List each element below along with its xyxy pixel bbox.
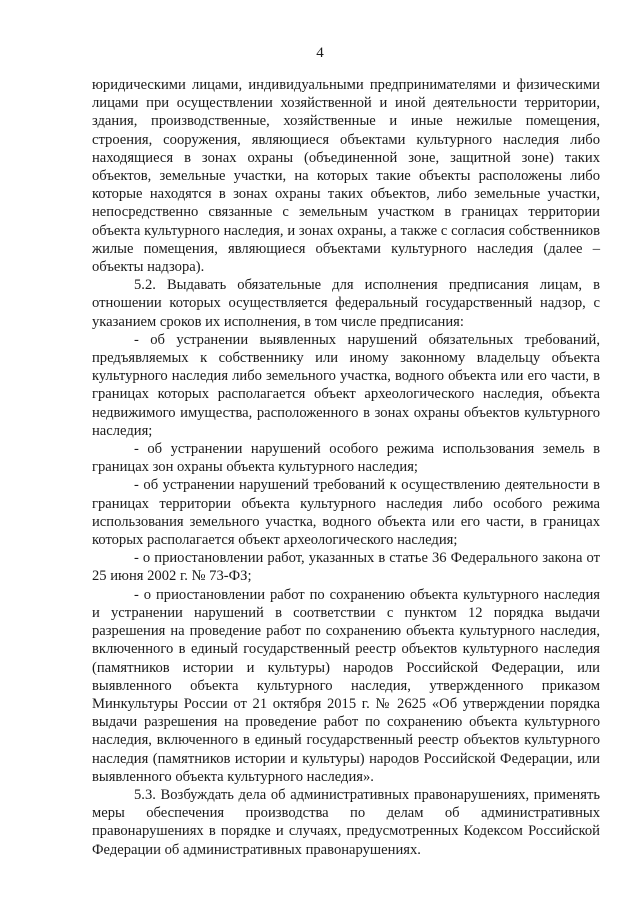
paragraph-5-2: 5.2. Выдавать обязательные для исполнения предписания лицам, в отношении которых осуществляется федеральный государственный надзор, с указанием сроков их исполнения, в том числе предписания: — [92, 277, 600, 330]
list-item-land-use-regime: - об устранении нарушений особого режима использования земель в границах зон охраны объекта культурного наследия; — [92, 441, 600, 476]
list-item-suspend-preservation-works: - о приостановлении работ по сохранению объекта культурного наследия и устранении нарушений в соответствии с пунктом 12 порядка выдачи разрешения на проведение работ по сохранению объекта культурного наследия, включенного в единый государственный реестр объектов культурного наследия (памятников истории и культуры) народов Российской Федерации, или выявленного объекта культурного наследия, утвержденного приказом Минкультуры России от 21 октября 2015 г. № 2625 «Об утверждении порядка выдачи разрешения на проведение работ по сохранению объекта культурного наследия, включенного в единый государственный реестр объектов культурного наследия (памятников истории и культуры) народов Российской Федерации, или выявленного объекта культурного наследия». — [92, 586, 600, 785]
list-item-suspend-works-article-36: - о приостановлении работ, указанных в статье 36 Федерального закона от 25 июня 2002 г. № 73-ФЗ; — [92, 550, 600, 585]
document-body — [92, 76, 600, 859]
paragraph-5-3: 5.3. Возбуждать дела об административных правонарушениях, применять меры обеспечения производства по делам об административных правонарушениях в порядке и случаях, предусмотренных Кодексом Российской Федерации об административных правонарушениях. — [92, 786, 600, 858]
page-number: 4 — [316, 45, 324, 61]
list-item-eliminate-violations: - об устранении выявленных нарушений обязательных требований, предъявляемых к собственнику или иному законному владельцу объекта культурного наследия либо земельного участка, водного объекта или его части, в границах которых располагается объект археологического наследия, объекта недвижимого имущества, расположенного в зонах охраны объектов культурного наследия; — [92, 331, 600, 439]
paragraph-objects-list: юридическими лицами, индивидуальными предпринимателями и физическими лицами при осуществлении хозяйственной и иной деятельности территории, здания, производственные, хозяйственные и иные нежилые помещения, строения, сооружения, являющиеся объектами культурного наследия либо находящиеся в зонах охраны (объединенной зоне, защитной зоне) таких объектов, земельные участки, на которых такие объекты расположены либо которые находятся в зонах охраны таких объектов, либо земельные участки, непосредственно связанные с земельным участком в границах территории объекта культурного наследия, и зонах охраны, а также с согласия собственников жилые помещения, являющиеся объектами культурного наследия (далее – объекты надзора). — [92, 77, 600, 276]
list-item-activity-requirements: - об устранении нарушений требований к осуществлению деятельности в границах территории объекта культурного наследия либо особого режима использования земельного участка, водного объекта или его части, в границах которых располагается объект археологического наследия; — [92, 477, 600, 549]
